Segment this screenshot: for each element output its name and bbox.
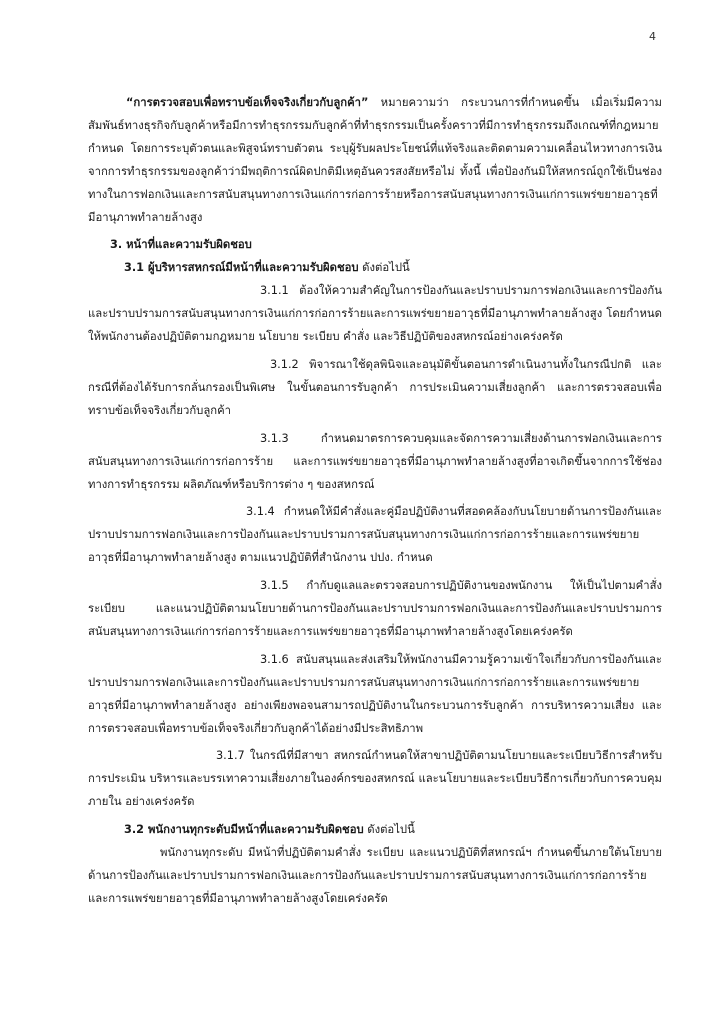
item-3-1-7: 3.1.7 ในกรณีที่มีสาขา สหกรณ์กำหนดให้สาขาปฏิบัติตามนโยบายและระเบียบวิธีการสำหรับการประเมิน บริหารและบรรเทาความเสี่ยงภายในองค์กรของสหกรณ์ และนโยบายและระเบียบวิธีการเกี่ยวกับการควบคุมภายใน อย่างเคร่งครัด [88, 749, 662, 809]
section-3-1-title: 3.1 ผู้บริหารสหกรณ์มีหน้าที่และความรับผิดชอบ [124, 261, 359, 275]
item-3-1-3: 3.1.3 กำหนดมาตรการควบคุมและจัดการความเสี่ยงด้านการฟอกเงินและการสนับสนุนทางการเงินแก่การก่อการร้าย และการแพร่ขยายอาวุธที่มีอานุภาพทำลายล้างสูงที่อาจเกิดขึ้นจากการใช้ช่องทางการทำธุรกรรม ผลิตภัณฑ์หรือบริการต่าง ๆ ของสหกรณ์ [88, 431, 662, 491]
section-3-1-heading [88, 257, 662, 280]
section-3-1-suffix: ดังต่อไปนี้ [358, 261, 410, 275]
definition-term: “การตรวจสอบเพื่อทราบข้อเท็จจริงเกี่ยวกับลูกค้า” [126, 96, 369, 109]
section-3-2-title: 3.2 พนักงานทุกระดับมีหน้าที่และความรับผิดชอบ [124, 823, 364, 837]
item-3-1-2: 3.1.2 พิจารณาใช้ดุลพินิจและอนุมัติขั้นตอนการดำเนินงานทั้งในกรณีปกติ และกรณีที่ต้องได้รับการกลั่นกรองเป็นพิเศษ ในขั้นตอนการรับลูกค้า การประเมินความเสี่ยงลูกค้า และการตรวจสอบเพื่อทราบข้อเท็จจริงเกี่ยวกับลูกค้า [88, 357, 662, 417]
definition-body: หมายความว่า กระบวนการที่กำหนดขึ้น เมื่อเริ่มมีความสัมพันธ์ทางธุรกิจกับลูกค้าหรือมีการทำธุรกรรมกับลูกค้าที่ทำธุรกรรมเป็นครั้งคราวที่มีการทำธุรกรรมถึงเกณฑ์ที่กฎหมายกำหนด โดยการระบุตัวตนและพิสูจน์ทราบตัวตน ระบุผู้รับผลประโยชน์ที่แท้จริงและติดตามความเคลื่อนไหวทางการเงินจากการทำธุรกรรมของลูกค้าว่ามีพฤติการณ์ผิดปกติมีเหตุอันควรสงสัยหรือไม่ ทั้งนี้ เพื่อป้องกันมิให้สหกรณ์ถูกใช้เป็นช่องทางในการฟอกเงินและการสนับสนุนทางการเงินแก่การก่อการร้ายหรือการสนับสนุนทางการเงินแก่การแพร่ขยายอาวุธที่มีอานุภาพทำลายล้างสูง [88, 96, 662, 224]
section-3-2-body: พนักงานทุกระดับ มีหน้าที่ปฏิบัติตามคำสั่ง ระเบียบ และแนวปฏิบัติที่สหกรณ์ฯ กำหนดขึ้นภายใต้นโยบายด้านการป้องกันและปราบปรามการฟอกเงินและการป้องกันและปราบปรามการสนับสนุนทางการเงินแก่การก่อการร้ายและการแพร่ขยายอาวุธที่มีอานุภาพทำลายล้างสูงโดยเคร่งครัด [88, 846, 662, 905]
item-3-1-6: 3.1.6 สนับสนุนและส่งเสริมให้พนักงานมีความรู้ความเข้าใจเกี่ยวกับการป้องกันและปราบปรามการฟอกเงินและการป้องกันและปราบปรามการสนับสนุนทางการเงินแก่การก่อการร้ายและการแพร่ขยายอาวุธที่มีอานุภาพทำลายล้างสูง อย่างเพียงพอจนสามารถปฏิบัติงานในกระบวนการรับลูกค้า การบริหารความเสี่ยง และการตรวจสอบเพื่อทราบข้อเท็จจริงเกี่ยวกับลูกค้าได้อย่างมีประสิทธิภาพ [88, 652, 662, 735]
item-3-1-5: 3.1.5 กำกับดูแลและตรวจสอบการปฏิบัติงานของพนักงาน ให้เป็นไปตามคำสั่ง ระเบียบ และแนวปฏิบัติตามนโยบายด้านการป้องกันและปราบปรามการฟอกเงินและการป้องกันและปราบปรามการสนับสนุนทางการเงินแก่การก่อการร้ายและการแพร่ขยายอาวุธที่มีอานุภาพทำลายล้างสูงโดยเคร่งครัด [88, 579, 662, 638]
section-3-2-heading [88, 819, 662, 842]
section-3-2-suffix: ดังต่อไปนี้ [363, 823, 415, 837]
section-3-heading: 3. หน้าที่และความรับผิดชอบ [110, 238, 252, 252]
item-3-1-4: 3.1.4 กำหนดให้มีคำสั่งและคู่มือปฏิบัติงานที่สอดคล้องกับนโยบายด้านการป้องกันและปราบปรามการฟอกเงินและการป้องกันและปราบปรามการสนับสนุนทางการเงินแก่การก่อการร้ายและการแพร่ขยายอาวุธที่มีอานุภาพทำลายล้างสูง ตามแนวปฏิบัติที่สำนักงาน ปปง. กำหนด [88, 505, 662, 565]
item-3-1-1: 3.1.1 ต้องให้ความสำคัญในการป้องกันและปราบปรามการฟอกเงินและการป้องกันและปราบปรามการสนับสนุนทางการเงินแก่การก่อการร้ายและการแพร่ขยายอาวุธที่มีอานุภาพทำลายล้างสูง โดยกำหนดให้พนักงานต้องปฏิบัติตามกฎหมาย นโยบาย ระเบียบ คำสั่ง และวิธีปฏิบัติของสหกรณ์อย่างเคร่งครัด [88, 284, 662, 344]
page-number: 4 [649, 30, 656, 43]
document-body [88, 92, 662, 911]
definition-paragraph [88, 92, 662, 229]
